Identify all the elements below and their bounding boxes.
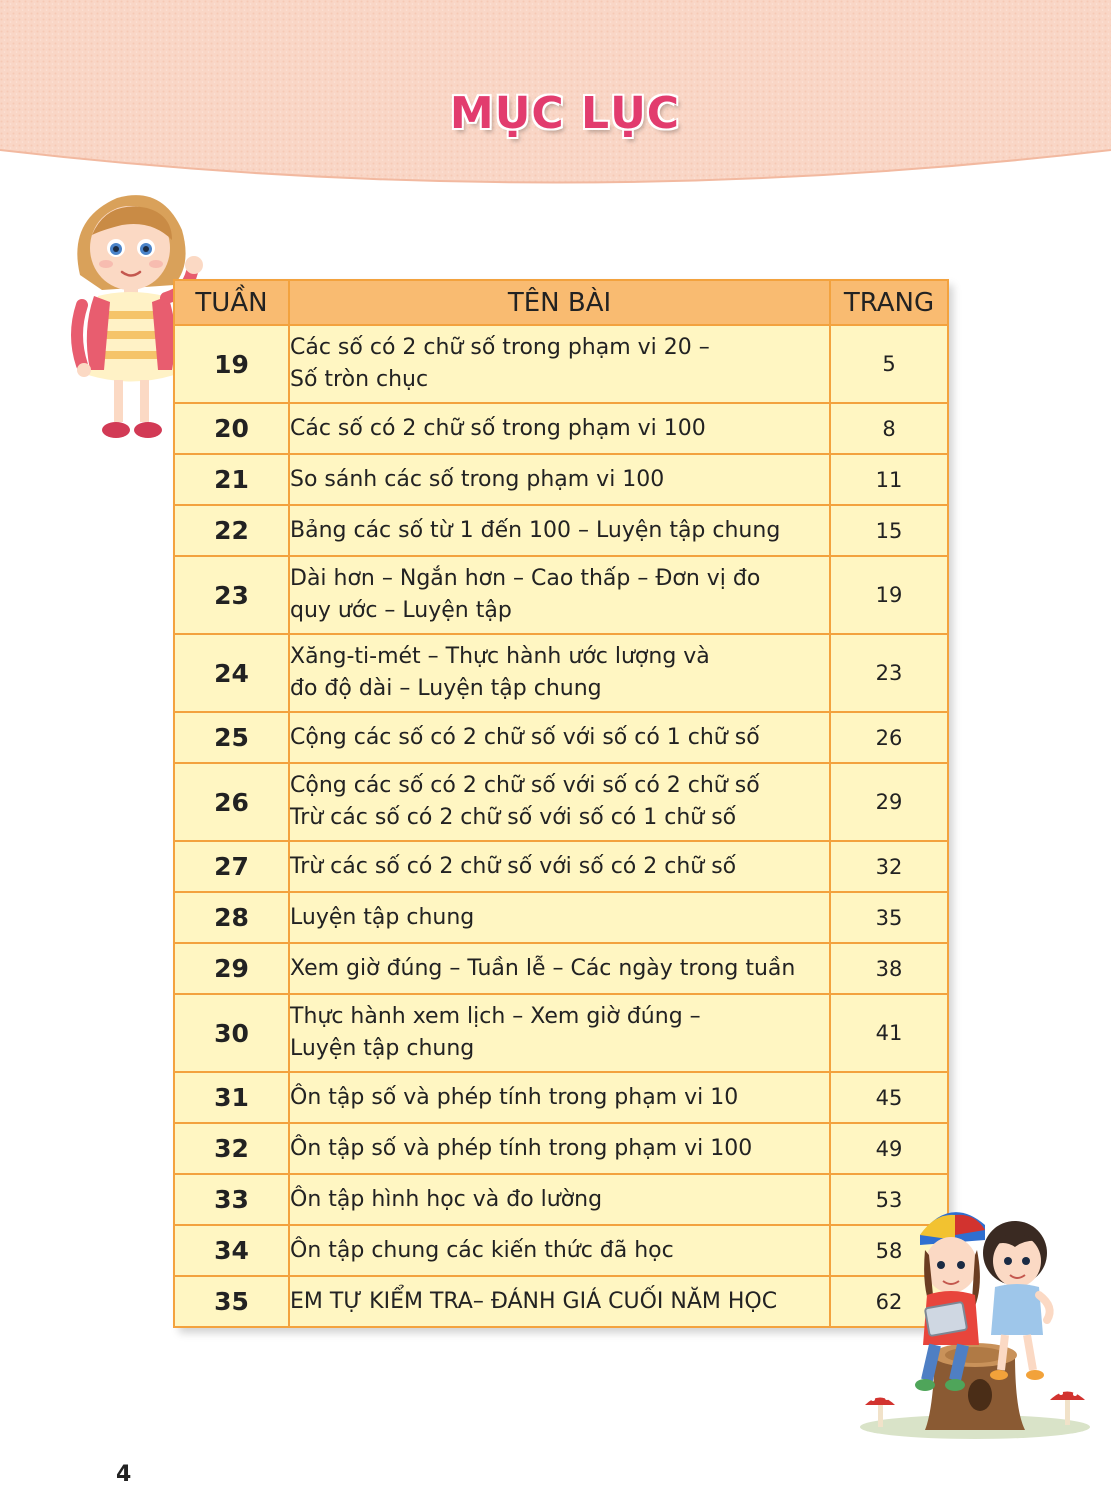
week-number: 25 [174,712,289,763]
toc-row [174,505,948,556]
lesson-title: Cộng các số có 2 chữ số với số có 1 chữ số [289,712,830,763]
page-number-cell: 41 [830,994,948,1072]
toc-table-container [173,279,947,1327]
page-number-cell: 62 [830,1276,948,1327]
week-number: 24 [174,634,289,712]
toc-row [174,1072,948,1123]
week-number: 23 [174,556,289,634]
lesson-title-line: đo độ dài – Luyện tập chung [290,676,602,701]
lesson-title [289,994,830,1072]
page-number-cell: 38 [830,943,948,994]
week-number: 20 [174,403,289,454]
lesson-title-line: Số tròn chục [290,367,429,392]
toc-row [174,712,948,763]
lesson-title: Bảng các số từ 1 đến 100 – Luyện tập chung [289,505,830,556]
lesson-title-line: Dài hơn – Ngắn hơn – Cao thấp – Đơn vị đo [290,566,761,591]
page-number-cell: 58 [830,1225,948,1276]
week-number: 34 [174,1225,289,1276]
lesson-title: So sánh các số trong phạm vi 100 [289,454,830,505]
lesson-title [289,325,830,403]
page-number-cell: 15 [830,505,948,556]
lesson-title: Các số có 2 chữ số trong phạm vi 100 [289,403,830,454]
page-number-cell: 11 [830,454,948,505]
week-number: 21 [174,454,289,505]
lesson-title-line: Cộng các số có 2 chữ số với số có 2 chữ số [290,773,760,798]
page-number-cell: 49 [830,1123,948,1174]
page-number-cell: 29 [830,763,948,841]
toc-row [174,634,948,712]
page-number-cell: 45 [830,1072,948,1123]
toc-row [174,943,948,994]
lesson-title: Ôn tập số và phép tính trong phạm vi 10 [289,1072,830,1123]
toc-row [174,994,948,1072]
kids-on-stump-illustration [855,1195,1095,1445]
lesson-title: Trừ các số có 2 chữ số với số có 2 chữ số [289,841,830,892]
week-number: 32 [174,1123,289,1174]
lesson-title [289,556,830,634]
header-page: TRANG [830,280,948,325]
page-number-cell: 23 [830,634,948,712]
page-number: 4 [116,1462,132,1487]
lesson-title [289,763,830,841]
page-number-cell: 35 [830,892,948,943]
toc-row [174,892,948,943]
lesson-title: Ôn tập chung các kiến thức đã học [289,1225,830,1276]
page-number-cell: 26 [830,712,948,763]
page-number-cell: 32 [830,841,948,892]
week-number: 30 [174,994,289,1072]
lesson-title: Luyện tập chung [289,892,830,943]
page-number-cell: 8 [830,403,948,454]
toc-row [174,1225,948,1276]
lesson-title: Ôn tập hình học và đo lường [289,1174,830,1225]
toc-row [174,1174,948,1225]
week-number: 22 [174,505,289,556]
toc-row [174,763,948,841]
toc-row [174,325,948,403]
page-number-cell: 53 [830,1174,948,1225]
week-number: 35 [174,1276,289,1327]
week-number: 33 [174,1174,289,1225]
lesson-title-line: quy ước – Luyện tập [290,598,512,623]
toc-row [174,1276,948,1327]
toc-row [174,403,948,454]
lesson-title: Xem giờ đúng – Tuần lễ – Các ngày trong tuần [289,943,830,994]
week-number: 19 [174,325,289,403]
lesson-title-line: Thực hành xem lịch – Xem giờ đúng – [290,1004,701,1029]
toc-table [173,279,949,1328]
lesson-title: Ôn tập số và phép tính trong phạm vi 100 [289,1123,830,1174]
week-number: 29 [174,943,289,994]
week-number: 31 [174,1072,289,1123]
lesson-title-line: Luyện tập chung [290,1036,475,1061]
page-number-cell: 5 [830,325,948,403]
lesson-title [289,634,830,712]
lesson-title: EM TỰ KIỂM TRA– ĐÁNH GIÁ CUỐI NĂM HỌC [289,1276,830,1327]
toc-row [174,454,948,505]
lesson-title-line: Trừ các số có 2 chữ số với số có 1 chữ số [290,805,737,830]
week-number: 27 [174,841,289,892]
header-week: TUẦN [174,280,289,325]
header-title: TÊN BÀI [289,280,830,325]
lesson-title-line: Xăng-ti-mét – Thực hành ước lượng và [290,644,710,669]
toc-row [174,556,948,634]
page-title: MỤC LỤC [449,88,681,139]
week-number: 26 [174,763,289,841]
toc-row [174,1123,948,1174]
toc-header-row [174,280,948,325]
lesson-title-line: Các số có 2 chữ số trong phạm vi 20 – [290,335,710,360]
toc-row [174,841,948,892]
page-number-cell: 19 [830,556,948,634]
week-number: 28 [174,892,289,943]
